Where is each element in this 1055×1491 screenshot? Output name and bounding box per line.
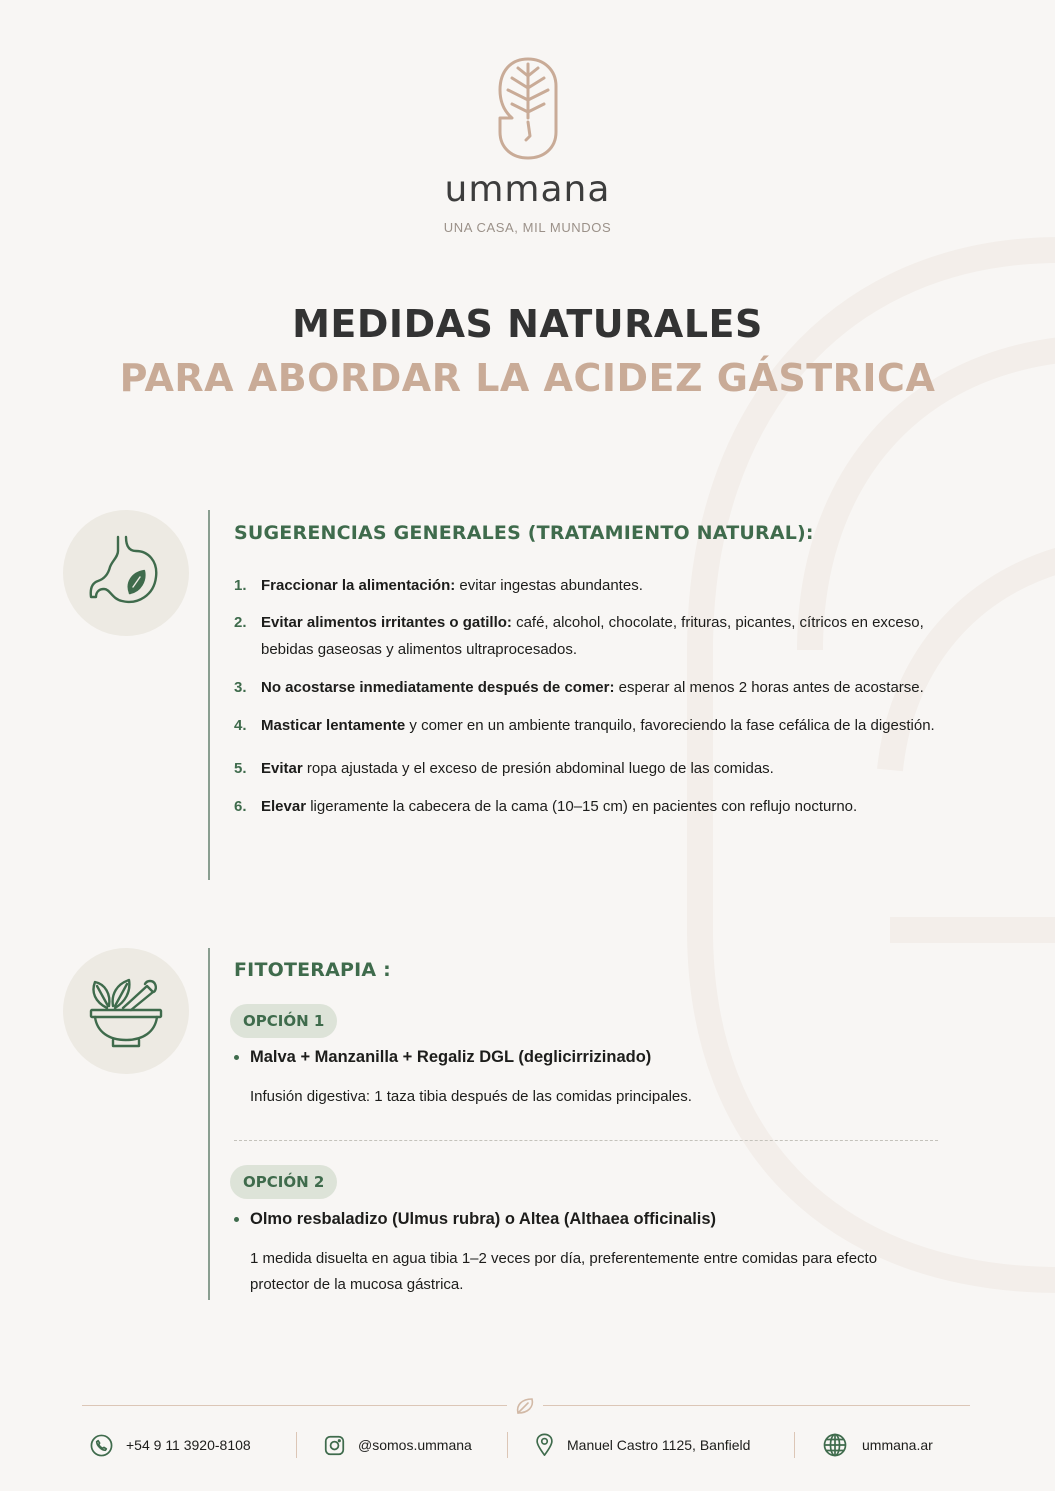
list-item-bold: Elevar [261,798,307,815]
option-title-text: Olmo resbaladizo (Ulmus rubra) o Altea (Althaea officinalis) [250,1210,717,1228]
list-item-text: y comer en un ambiente tranquilo, favoreciendo la fase cefálica de la digestión. [405,717,935,734]
list-item [234,755,954,782]
bullet-dot [234,1055,239,1060]
brand-header [0,56,1055,235]
list-item [234,674,954,701]
general-icon-circle [63,510,189,636]
list-number: 1. [234,577,247,594]
stomach-leaf-icon [86,533,166,613]
phone-link[interactable] [90,1430,251,1460]
list-number: 6. [234,798,247,815]
instagram-text: @somos.ummana [358,1437,472,1453]
list-item [234,712,954,739]
footer-divider-right [543,1405,970,1406]
leaf-icon [514,1395,536,1417]
list-item-text: evitar ingestas abundantes. [455,577,643,594]
option-title-text: Malva + Manzanilla + Regaliz DGL (deglicirrizinado) [250,1048,652,1066]
phone-icon [90,1434,113,1457]
list-item-bold: No acostarse inmediatamente después de comer: [261,679,615,696]
dashed-separator [234,1140,938,1141]
option-1-badge: OPCIÓN 1 [230,1004,337,1038]
globe-icon [823,1433,847,1457]
location-pin-icon [535,1433,554,1457]
list-item [234,572,954,599]
footer-contacts [0,1430,1055,1460]
section-divider-line [208,948,210,1300]
footer-separator [296,1432,297,1458]
mortar-herbs-icon [85,970,167,1052]
list-item-bold: Evitar alimentos irritantes o gatillo: [261,614,512,631]
phyto-icon-circle [63,948,189,1074]
phyto-heading: FITOTERAPIA : [234,959,391,981]
section-divider-line [208,510,210,880]
list-number: 4. [234,717,247,734]
list-item-bold: Masticar lentamente [261,717,406,734]
address-link[interactable] [535,1430,750,1460]
list-number: 3. [234,679,247,696]
list-item-text: café, alcohol, chocolate, frituras, picantes, cítricos en exceso, bebidas gaseosas y alimentos ultraprocesados. [261,614,924,658]
instagram-icon [324,1435,345,1456]
brand-name: ummana [444,169,611,210]
footer-divider-left [82,1405,507,1406]
option-1-title [234,1048,651,1067]
option-1-description: Infusión digestiva: 1 taza tibia después de las comidas principales. [250,1088,692,1105]
general-heading: SUGERENCIAS GENERALES (TRATAMIENTO NATURAL): [234,522,814,544]
list-number: 5. [234,760,247,777]
brand-tagline: UNA CASA, MIL MUNDOS [443,220,612,235]
general-list [234,572,954,820]
website-link[interactable] [823,1430,933,1460]
option-2-badge: OPCIÓN 2 [230,1165,337,1199]
page-subtitle: PARA ABORDAR LA ACIDEZ GÁSTRICA [119,356,936,400]
phone-text: +54 9 11 3920-8108 [126,1437,251,1453]
list-item-text: esperar al menos 2 horas antes de acostarse. [614,679,924,696]
list-item [234,609,954,663]
ummana-logo-icon [496,56,560,162]
option-2-title [234,1210,716,1229]
footer-separator [507,1432,508,1458]
instagram-link[interactable] [324,1430,472,1460]
list-item-bold: Fraccionar la alimentación: [261,577,456,594]
list-number: 2. [234,614,247,631]
footer-separator [794,1432,795,1458]
website-text: ummana.ar [862,1437,933,1453]
page-title: MEDIDAS NATURALES [292,302,763,346]
list-item-text: ligeramente la cabecera de la cama (10–15 cm) en pacientes con reflujo nocturno. [306,798,858,815]
option-2-description: 1 medida disuelta en agua tibia 1–2 veces por día, preferentemente entre comidas para efecto protector de la mucosa gástrica. [250,1250,878,1293]
list-item-bold: Evitar [261,760,303,777]
list-item-text: ropa ajustada y el exceso de presión abdominal luego de las comidas. [302,760,774,777]
list-item [234,793,954,820]
address-text: Manuel Castro 1125, Banfield [567,1437,751,1453]
bullet-dot [234,1217,239,1222]
